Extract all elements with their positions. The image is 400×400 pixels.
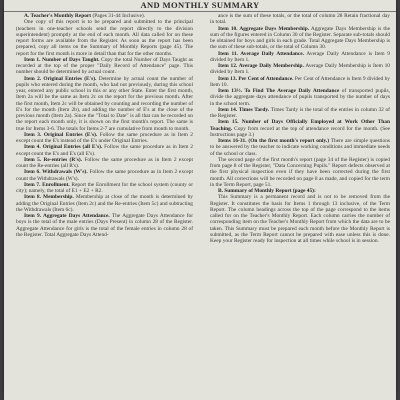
item-text: Average Daily Attendance is Item 9 divided by Item 1. [210, 50, 390, 63]
paragraph [210, 88, 390, 107]
paragraph [16, 132, 193, 145]
item-heading: Item 1. Number of Days Taught. [24, 56, 100, 63]
left-column [16, 13, 193, 238]
paragraph [16, 57, 193, 76]
item-heading: Item 7. Enrollment. [24, 181, 70, 188]
item-heading: B. Summary of Monthly Report (page 45): [218, 188, 316, 194]
paragraph [210, 157, 390, 188]
paragraph [16, 194, 193, 213]
item-heading: Item 10. Aggregate Days Membership. [218, 25, 310, 32]
item-text: Membership at close of the month is determined by adding the Original Entries (Item 2c) and the Re-entries (Item 5c) and subtracting the Withdrawals (Item 6c). [16, 194, 193, 213]
item-text: There are simple questions to be answered by the teacher to indicate working conditions and immediate needs of the school or class. [210, 138, 390, 157]
item-heading: Item 15. Number of Days Officially Employed at Work Other Than Teaching. [210, 119, 390, 132]
item-text: of transported pupils, divide the aggregate days attendance of pupils transported by the number of days in the school term. [210, 88, 391, 107]
paragraph [210, 26, 390, 51]
paragraph [16, 76, 193, 132]
paragraph [210, 194, 390, 244]
item-text: Report the Enrollment for the school system (county or city); namely, the total of E1 + E2 + R2. [16, 181, 193, 194]
item-text: Follow the same procedure as in Item 2 except count the Withdrawals (W's). [16, 169, 193, 182]
item-heading: Item 11. Average Daily Attendance. [218, 50, 305, 57]
item-heading: Item 14. Times Tardy. [218, 106, 270, 113]
item-text: ance is the sum of these totals, or the total of column 28 Retain fractional day in total. [210, 13, 390, 26]
item-text: Average Daily Membership is Item 10 divided by Item 1. [210, 63, 390, 76]
page-header: AND MONTHLY SUMMARY [140, 0, 260, 10]
paragraph [16, 144, 193, 157]
paragraph [16, 19, 193, 57]
item-heading: Item 13½. To Find The Average Daily Attendance [218, 88, 340, 94]
item-heading: Item 4. Original Entries (all E's). [24, 144, 103, 151]
item-heading: Items 16-31. (On the first month's report only.) [218, 138, 330, 144]
paragraph [210, 51, 390, 64]
item-text: The second page of the first month's report (page 34 of the Register) is copied from page 8 of the Register, "Data Concerning Pupils." Report defects observed at the first physical inspection even if they have been corrected during the first month. All corrections will be recorded on page 8 as made, and copied for the term in the Term Report, page 51. [210, 156, 390, 188]
item-text: Follow the same procedure as in Item 2 except count the E's and E's (all E's). [16, 144, 193, 157]
item-heading: Item 9. Aggregate Days Attendance. [24, 213, 110, 219]
paragraph [210, 76, 390, 89]
item-heading: A. Teacher's Monthly Report [24, 13, 92, 19]
paragraph [16, 169, 193, 182]
right-column [210, 13, 390, 244]
item-text: Times Tardy is the total of the entries in column 32 of the Register. [210, 106, 390, 119]
paragraph [210, 138, 390, 157]
paragraph [210, 119, 390, 138]
paragraph [210, 107, 390, 120]
item-heading: Item 5. Re-entries (R's). [24, 156, 82, 163]
item-heading: Item 13. Per Cent of Attendance. [218, 75, 294, 82]
item-heading: Item 12. Average Daily Membership. [218, 63, 304, 69]
item-text: This Summary is a permanent record and is not to be removed from the Register. It constitutes the basis for Items 1 through 13 inclusive, of the Term Report. The column headings across the top of the page correspond to the items called for on the Teacher's Monthly Report. Each column carries the number of corresponding item on the Teacher's Monthly Report from which the data are to be taken. This Summary must be prepared each month before the Monthly Report is submitted, as the Term Report cannot be prepared with ease unless this is done. Keep your Register ready for inspection at all times while school is in session. [210, 194, 390, 244]
item-text: Copy the total Number of Days Taught as recorded at the top of the proper "Daily Record of Attendance" page. This number should be determined by actual count. [16, 56, 193, 76]
item-text: Copy from record at the top of attendance record for the month. (See Instructions page 3.) [210, 125, 390, 138]
paragraph [16, 182, 193, 195]
register-page [4, 0, 396, 400]
item-text: Follow the same procedure as in Item 2 except count the E's instead of the E's under Original Entries. [16, 131, 194, 144]
item-text: Follow the same procedure as in Item 2 except count the Re-entries (all R's). [16, 156, 193, 169]
item-text: The Aggregate Days Attendance for boys is the total of the male entries (Days Present) in column 28 of the Register. Aggregate Attendance for girls is the total of the female entries in column 28 of the Register. Total Aggregate Days Attend- [16, 213, 193, 238]
paragraph [16, 213, 193, 238]
item-text: (Pages 31-44 Inclusive). [91, 13, 145, 19]
item-text: Per Cent of Attendance is Item 9 divided by Item 10. [210, 75, 390, 88]
item-text: Aggregate Days Membership is the sum of the figures entered in Column 30 of the Register. Separate sub-totals should be obtained for boys and girls in each grade. Total Aggregate Days Membership is the sum of these sub-totals, or the total of Column 30. [210, 25, 390, 51]
item-text: Determine by actual count the number of pupils who entered during the month, who had not previously, during this school year, entered any public school in this or any other State. Enter the first month, Item 2a will be the same as Item 2c on the report for the previous month. After the first month, Item 2c will be obtained by counting and recording the number of E's for the month (Item 2b), and adding the number of E's at the close of the previous month (Item 2a). Since the "Total to Date" is all that can be recorded on the report each month only, it is shown on the first month's report. The same is true for Items 3-6. The totals for Items 2-7 are cumulative from month to month. [16, 75, 194, 132]
paragraph [210, 13, 390, 26]
item-heading: Item 6. Withdrawals (W's). [24, 169, 88, 176]
header-rule [4, 11, 396, 12]
item-heading: Item 8. Membership. [24, 194, 74, 201]
paragraph [210, 63, 390, 76]
item-heading: Item 3. Original Entries (E's). [24, 131, 98, 138]
item-text: One copy of this report is to be prepared and submitted to the principal (teachers in one-teacher schools send the report directly to the division superintendent) promptly at the end of each month. All data called for on these report forms are available from the Register. As soon as the report has been prepared, copy all items on the Summary of Monthly Reports (page 45). The report for the first month is more in detail than that for the other months. [16, 19, 193, 57]
paragraph [16, 157, 193, 170]
item-heading: Item 2. Original Entries (E's). [24, 75, 97, 82]
